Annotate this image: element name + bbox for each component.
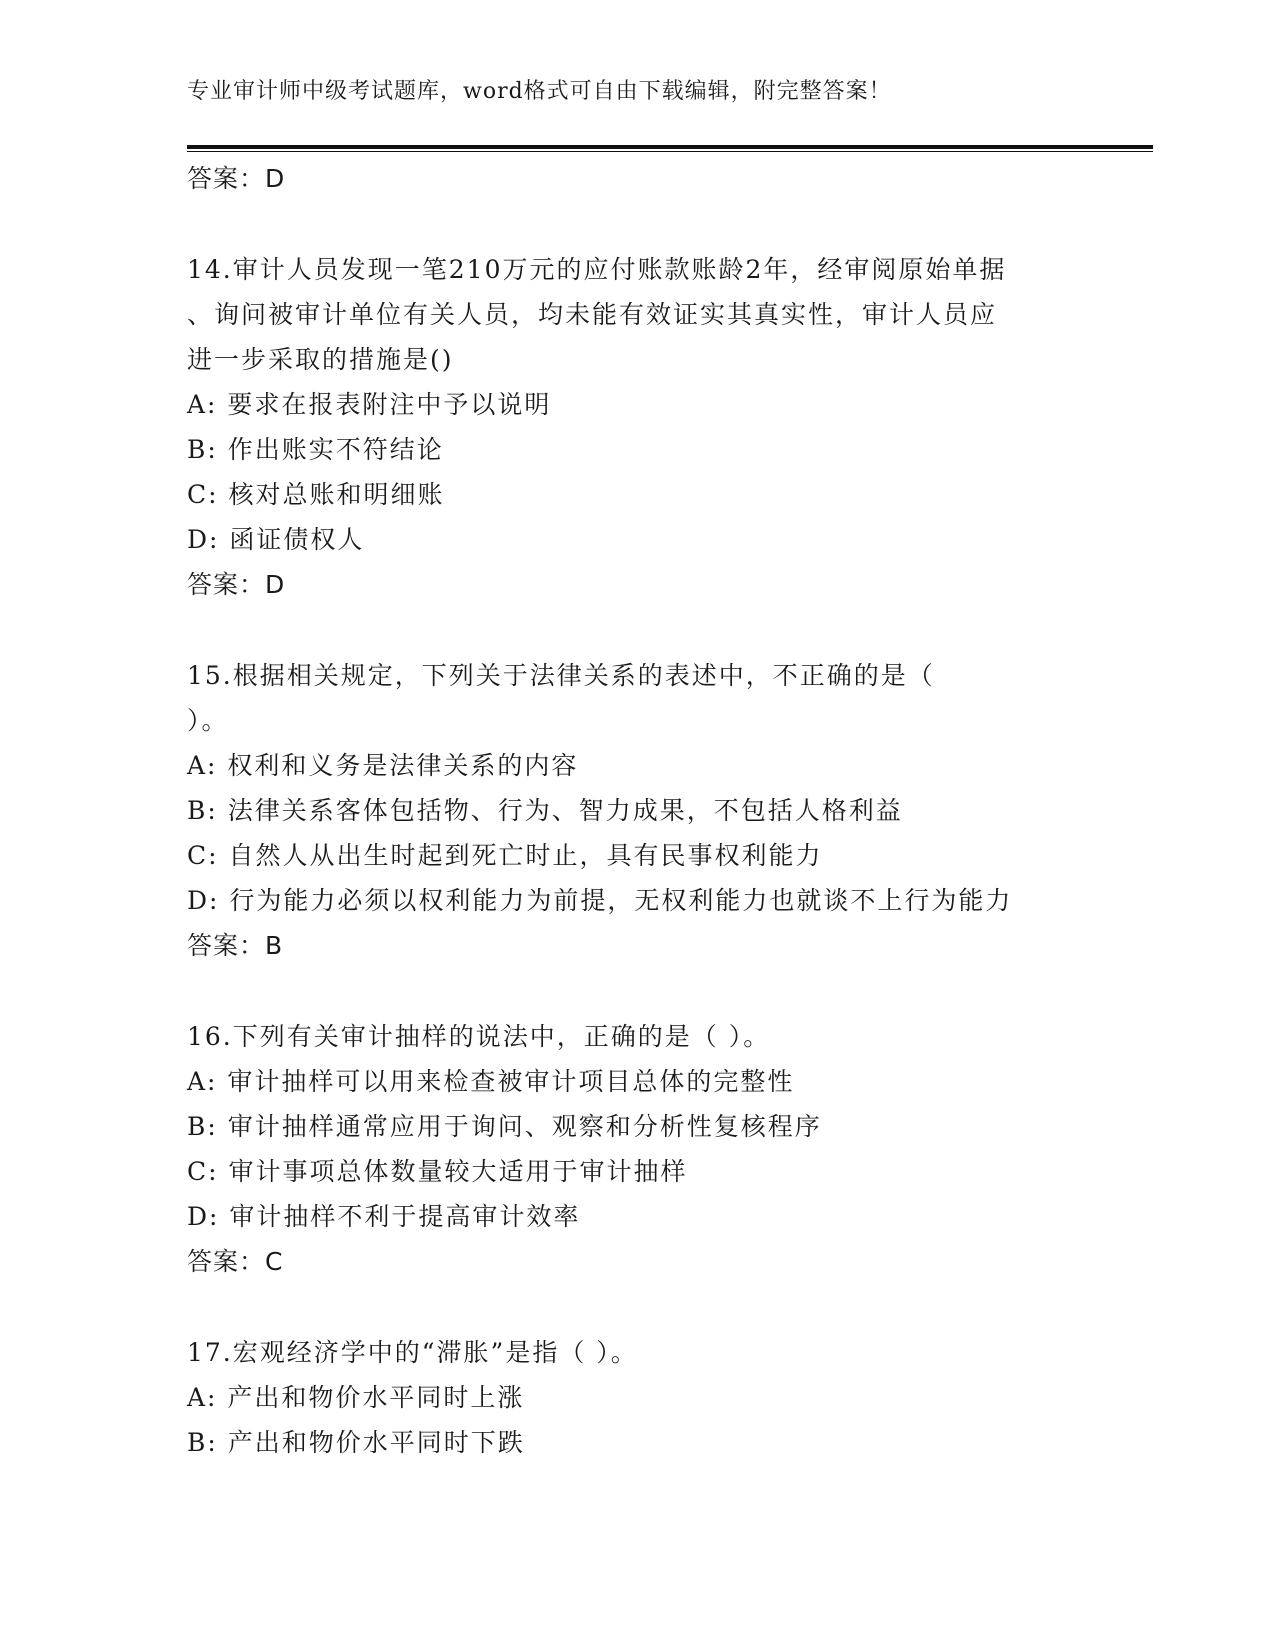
question-block bbox=[187, 247, 1087, 607]
header-rule-thick bbox=[187, 145, 1153, 149]
page-header: 专业审计师中级考试题库，word格式可自由下载编辑，附完整答案！ bbox=[187, 79, 892, 104]
question-stem: 、询问被审计单位有关人员，均未能有效证实其真实性，审计人员应 bbox=[187, 300, 998, 329]
option-c: C: 审计事项总体数量较大适用于审计抽样 bbox=[187, 1157, 688, 1186]
option-b: B: 法律关系客体包括物、行为、智力成果，不包括人格利益 bbox=[187, 796, 903, 825]
question-block bbox=[187, 653, 1087, 968]
question-stem: 14.审计人员发现一笔210万元的应付账款账龄2年，经审阅原始单据 bbox=[187, 255, 1007, 284]
answer-line: 答案：D bbox=[187, 570, 286, 599]
question-stem: 17.宏观经济学中的“滞胀”是指（ ）。 bbox=[187, 1338, 638, 1367]
option-a: A: 审计抽样可以用来检查被审计项目总体的完整性 bbox=[187, 1067, 795, 1096]
option-d: D: 行为能力必须以权利能力为前提，无权利能力也就谈不上行为能力 bbox=[187, 886, 1013, 915]
answer-line: 答案：B bbox=[187, 931, 284, 960]
option-c: C: 核对总账和明细账 bbox=[187, 480, 445, 509]
header-rule-thin bbox=[187, 151, 1153, 152]
option-b: B: 审计抽样通常应用于询问、观察和分析性复核程序 bbox=[187, 1112, 822, 1141]
option-d: D: 审计抽样不利于提高审计效率 bbox=[187, 1202, 581, 1231]
question-block bbox=[187, 1330, 1087, 1465]
question-block bbox=[187, 1014, 1087, 1284]
question-stem: 16.下列有关审计抽样的说法中，正确的是（ ）。 bbox=[187, 1022, 771, 1051]
option-b: B: 产出和物价水平同时下跌 bbox=[187, 1428, 525, 1457]
answer-line: 答案：C bbox=[187, 1247, 284, 1276]
option-b: B: 作出账实不符结论 bbox=[187, 435, 444, 464]
option-a: A: 权利和义务是法律关系的内容 bbox=[187, 751, 579, 780]
answer-line: 答案：D bbox=[187, 164, 286, 193]
option-c: C: 自然人从出生时起到死亡时止，具有民事权利能力 bbox=[187, 841, 823, 870]
option-d: D: 函证债权人 bbox=[187, 525, 365, 554]
question-stem: 进一步采取的措施是() bbox=[187, 345, 454, 374]
option-a: A: 产出和物价水平同时上涨 bbox=[187, 1383, 525, 1412]
question-stem: 15.根据相关规定，下列关于法律关系的表述中，不正确的是（ bbox=[187, 661, 935, 690]
question-list bbox=[187, 156, 1087, 1465]
question-stem: ）。 bbox=[187, 706, 229, 735]
option-a: A: 要求在报表附注中予以说明 bbox=[187, 390, 552, 419]
